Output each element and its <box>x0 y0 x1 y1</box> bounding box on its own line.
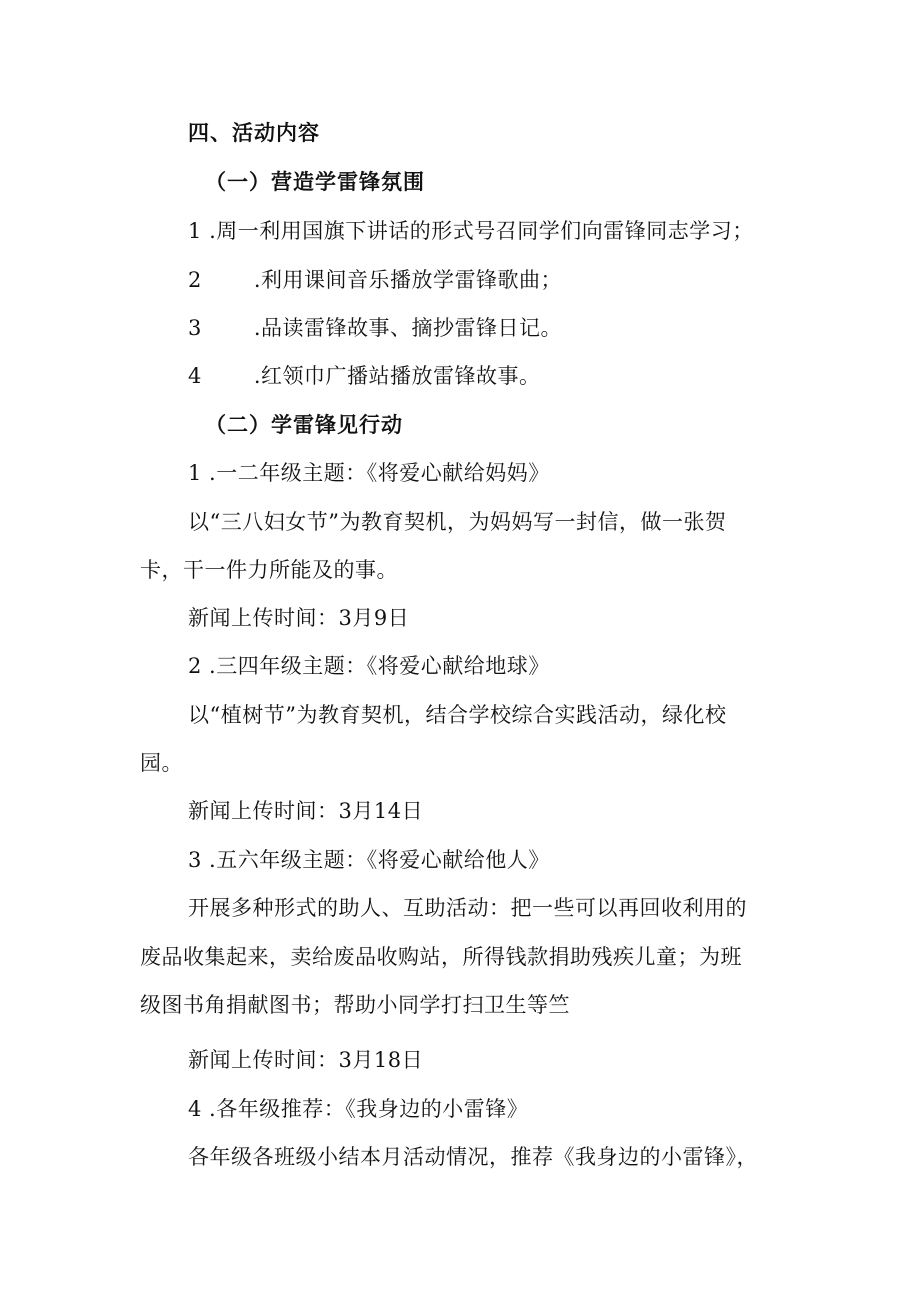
grade56-news-time: 新闻上传时间：3月18日 <box>188 1048 424 1072</box>
list-item <box>188 361 541 391</box>
list-item-text: .红领巾广播站播放雷锋故事。 <box>253 364 541 388</box>
list-item-text: .周一利用国旗下讲话的形式号召同学们向雷锋同志学习； <box>209 219 754 243</box>
grade56-body-line: 开展多种形式的助人、互助活动：把一些可以再回收利用的 <box>188 896 747 920</box>
grade12-news-time: 新闻上传时间：3月9日 <box>188 606 410 630</box>
grade56-title: 3 .五六年级主题：《将爱心献给他人》 <box>188 848 550 872</box>
list-item-number: 4 <box>188 364 202 388</box>
subsection-heading-2: （二）学雷锋见行动 <box>205 413 403 437</box>
grade12-title: 1 .一二年级主题：《将爱心献给妈妈》 <box>188 461 550 485</box>
subsection-heading-1: （一）营造学雷锋氛围 <box>205 170 425 194</box>
grade12-body-line: 以“三八妇女节”为教育契机，为妈妈写一封信，做一张贺 <box>188 510 727 534</box>
list-item-number: 3 <box>188 316 202 340</box>
list-item-number: 1 <box>188 219 202 243</box>
grade56-body-line: 级图书角捐献图书；帮助小同学打扫卫生等竺 <box>140 993 570 1017</box>
grade34-body-line: 以“植树节”为教育契机，结合学校综合实践活动，绿化校 <box>188 703 727 727</box>
recommend-body-line: 各年级各班级小结本月活动情况，推荐《我身边的小雷锋》， <box>188 1145 758 1169</box>
grade56-body-line: 废品收集起来，卖给废品收购站，所得钱款捐助残疾儿童；为班 <box>140 945 742 969</box>
grade34-news-time: 新闻上传时间：3月14日 <box>188 799 424 823</box>
list-item-text: .利用课间音乐播放学雷锋歌曲； <box>253 268 563 292</box>
list-item-text: .品读雷锋故事、摘抄雷锋日记。 <box>253 316 563 340</box>
list-item <box>188 265 562 295</box>
recommend-title: 4 .各年级推荐：《我身边的小雷锋》 <box>188 1097 529 1121</box>
grade34-title: 2 .三四年级主题：《将爱心献给地球》 <box>188 654 550 678</box>
list-item <box>188 216 754 246</box>
grade12-body-line: 卡，干一件力所能及的事。 <box>140 558 398 582</box>
section-heading: 四、活动内容 <box>188 121 320 145</box>
list-item <box>188 313 562 343</box>
list-item-number: 2 <box>188 268 202 292</box>
grade34-body-line: 园。 <box>140 751 183 775</box>
